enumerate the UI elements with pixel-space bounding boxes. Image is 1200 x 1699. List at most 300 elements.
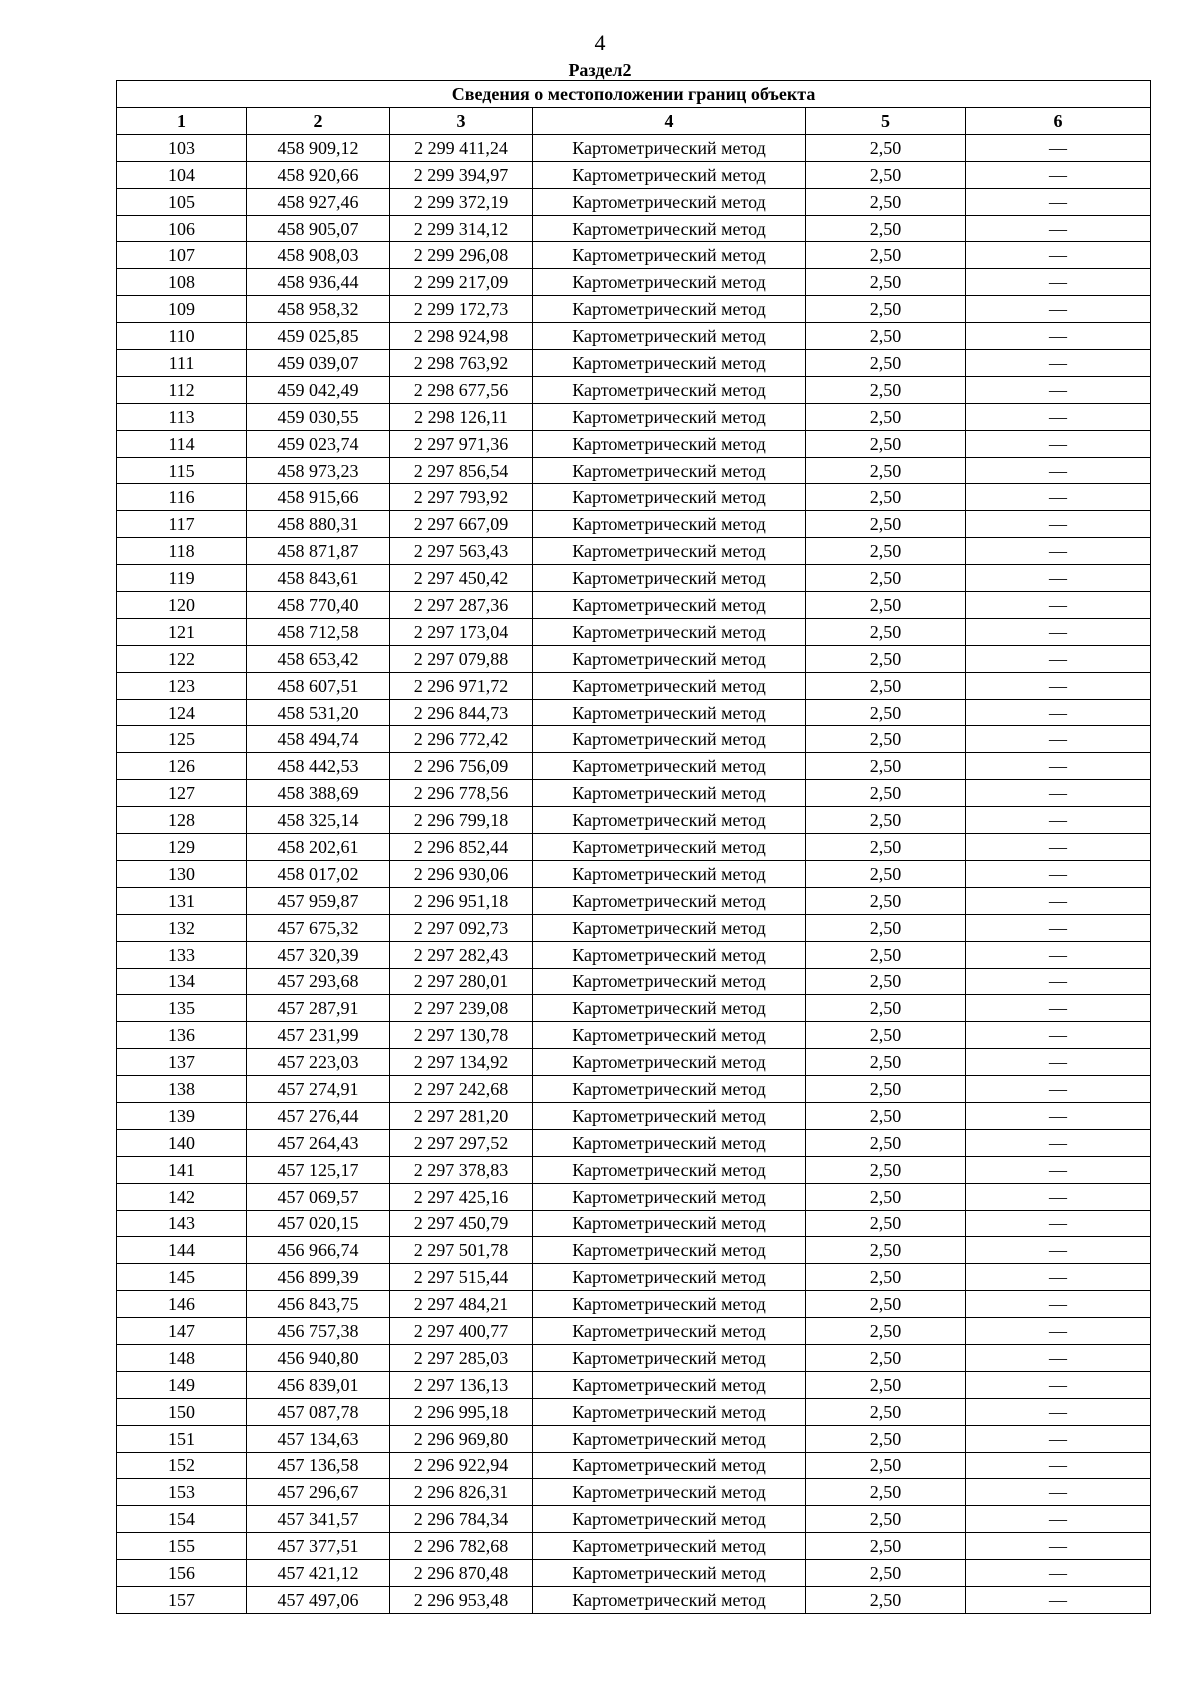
point-number-cell: 134 bbox=[117, 968, 247, 995]
x-coordinate-cell: 458 973,23 bbox=[247, 457, 390, 484]
method-cell: Картометрический метод bbox=[533, 1371, 806, 1398]
description-cell: — bbox=[966, 242, 1151, 269]
x-coordinate-cell: 456 843,75 bbox=[247, 1291, 390, 1318]
description-cell: — bbox=[966, 1210, 1151, 1237]
y-coordinate-cell: 2 299 172,73 bbox=[390, 296, 533, 323]
method-cell: Картометрический метод bbox=[533, 269, 806, 296]
method-cell: Картометрический метод bbox=[533, 672, 806, 699]
point-number-cell: 119 bbox=[117, 565, 247, 592]
x-coordinate-cell: 458 494,74 bbox=[247, 726, 390, 753]
x-coordinate-cell: 457 134,63 bbox=[247, 1425, 390, 1452]
point-number-cell: 114 bbox=[117, 430, 247, 457]
accuracy-cell: 2,50 bbox=[806, 1560, 966, 1587]
accuracy-cell: 2,50 bbox=[806, 887, 966, 914]
x-coordinate-cell: 458 920,66 bbox=[247, 161, 390, 188]
x-coordinate-cell: 457 675,32 bbox=[247, 914, 390, 941]
accuracy-cell: 2,50 bbox=[806, 1022, 966, 1049]
description-cell: — bbox=[966, 1318, 1151, 1345]
table-row bbox=[117, 1371, 1151, 1398]
y-coordinate-cell: 2 298 677,56 bbox=[390, 376, 533, 403]
table-row bbox=[117, 995, 1151, 1022]
x-coordinate-cell: 456 966,74 bbox=[247, 1237, 390, 1264]
point-number-cell: 138 bbox=[117, 1076, 247, 1103]
description-cell: — bbox=[966, 350, 1151, 377]
point-number-cell: 147 bbox=[117, 1318, 247, 1345]
point-number-cell: 121 bbox=[117, 618, 247, 645]
x-coordinate-cell: 458 607,51 bbox=[247, 672, 390, 699]
method-cell: Картометрический метод bbox=[533, 1129, 806, 1156]
description-cell: — bbox=[966, 323, 1151, 350]
point-number-cell: 133 bbox=[117, 941, 247, 968]
point-number-cell: 150 bbox=[117, 1398, 247, 1425]
x-coordinate-cell: 457 136,58 bbox=[247, 1452, 390, 1479]
x-coordinate-cell: 457 293,68 bbox=[247, 968, 390, 995]
point-number-cell: 135 bbox=[117, 995, 247, 1022]
table-row bbox=[117, 1022, 1151, 1049]
y-coordinate-cell: 2 296 799,18 bbox=[390, 807, 533, 834]
y-coordinate-cell: 2 297 793,92 bbox=[390, 484, 533, 511]
table-row bbox=[117, 1291, 1151, 1318]
method-cell: Картометрический метод bbox=[533, 914, 806, 941]
method-cell: Картометрический метод bbox=[533, 1076, 806, 1103]
description-cell: — bbox=[966, 484, 1151, 511]
description-cell: — bbox=[966, 860, 1151, 887]
description-cell: — bbox=[966, 1344, 1151, 1371]
y-coordinate-cell: 2 298 924,98 bbox=[390, 323, 533, 350]
accuracy-cell: 2,50 bbox=[806, 1237, 966, 1264]
accuracy-cell: 2,50 bbox=[806, 565, 966, 592]
table-row bbox=[117, 511, 1151, 538]
accuracy-cell: 2,50 bbox=[806, 1318, 966, 1345]
x-coordinate-cell: 456 899,39 bbox=[247, 1264, 390, 1291]
accuracy-cell: 2,50 bbox=[806, 296, 966, 323]
y-coordinate-cell: 2 297 450,79 bbox=[390, 1210, 533, 1237]
accuracy-cell: 2,50 bbox=[806, 376, 966, 403]
description-cell: — bbox=[966, 699, 1151, 726]
table-row bbox=[117, 215, 1151, 242]
y-coordinate-cell: 2 297 079,88 bbox=[390, 645, 533, 672]
point-number-cell: 152 bbox=[117, 1452, 247, 1479]
point-number-cell: 143 bbox=[117, 1210, 247, 1237]
table-row bbox=[117, 1076, 1151, 1103]
x-coordinate-cell: 459 025,85 bbox=[247, 323, 390, 350]
table-row bbox=[117, 1102, 1151, 1129]
point-number-cell: 157 bbox=[117, 1586, 247, 1613]
point-number-cell: 122 bbox=[117, 645, 247, 672]
accuracy-cell: 2,50 bbox=[806, 1425, 966, 1452]
description-cell: — bbox=[966, 1506, 1151, 1533]
table-row bbox=[117, 1210, 1151, 1237]
table-row bbox=[117, 1344, 1151, 1371]
y-coordinate-cell: 2 296 826,31 bbox=[390, 1479, 533, 1506]
table-row bbox=[117, 1506, 1151, 1533]
method-cell: Картометрический метод bbox=[533, 645, 806, 672]
description-cell: — bbox=[966, 269, 1151, 296]
y-coordinate-cell: 2 297 173,04 bbox=[390, 618, 533, 645]
point-number-cell: 124 bbox=[117, 699, 247, 726]
y-coordinate-cell: 2 297 484,21 bbox=[390, 1291, 533, 1318]
point-number-cell: 146 bbox=[117, 1291, 247, 1318]
table-row bbox=[117, 699, 1151, 726]
method-cell: Картометрический метод bbox=[533, 1102, 806, 1129]
description-cell: — bbox=[966, 1371, 1151, 1398]
y-coordinate-cell: 2 297 297,52 bbox=[390, 1129, 533, 1156]
x-coordinate-cell: 458 388,69 bbox=[247, 780, 390, 807]
method-cell: Картометрический метод bbox=[533, 941, 806, 968]
table-row bbox=[117, 807, 1151, 834]
method-cell: Картометрический метод bbox=[533, 1318, 806, 1345]
description-cell: — bbox=[966, 1183, 1151, 1210]
column-header: 4 bbox=[533, 108, 806, 135]
y-coordinate-cell: 2 297 971,36 bbox=[390, 430, 533, 457]
method-cell: Картометрический метод bbox=[533, 565, 806, 592]
accuracy-cell: 2,50 bbox=[806, 1398, 966, 1425]
point-number-cell: 142 bbox=[117, 1183, 247, 1210]
x-coordinate-cell: 458 531,20 bbox=[247, 699, 390, 726]
accuracy-cell: 2,50 bbox=[806, 1586, 966, 1613]
table-row bbox=[117, 1129, 1151, 1156]
accuracy-cell: 2,50 bbox=[806, 1183, 966, 1210]
point-number-cell: 149 bbox=[117, 1371, 247, 1398]
accuracy-cell: 2,50 bbox=[806, 1533, 966, 1560]
accuracy-cell: 2,50 bbox=[806, 188, 966, 215]
method-cell: Картометрический метод bbox=[533, 968, 806, 995]
method-cell: Картометрический метод bbox=[533, 1022, 806, 1049]
table-row bbox=[117, 914, 1151, 941]
point-number-cell: 107 bbox=[117, 242, 247, 269]
x-coordinate-cell: 457 341,57 bbox=[247, 1506, 390, 1533]
x-coordinate-cell: 458 871,87 bbox=[247, 538, 390, 565]
accuracy-cell: 2,50 bbox=[806, 834, 966, 861]
method-cell: Картометрический метод bbox=[533, 188, 806, 215]
accuracy-cell: 2,50 bbox=[806, 430, 966, 457]
description-cell: — bbox=[966, 188, 1151, 215]
accuracy-cell: 2,50 bbox=[806, 538, 966, 565]
point-number-cell: 126 bbox=[117, 753, 247, 780]
method-cell: Картометрический метод bbox=[533, 1560, 806, 1587]
accuracy-cell: 2,50 bbox=[806, 1049, 966, 1076]
y-coordinate-cell: 2 297 501,78 bbox=[390, 1237, 533, 1264]
point-number-cell: 106 bbox=[117, 215, 247, 242]
y-coordinate-cell: 2 299 372,19 bbox=[390, 188, 533, 215]
description-cell: — bbox=[966, 1237, 1151, 1264]
x-coordinate-cell: 457 320,39 bbox=[247, 941, 390, 968]
description-cell: — bbox=[966, 565, 1151, 592]
method-cell: Картометрический метод bbox=[533, 403, 806, 430]
accuracy-cell: 2,50 bbox=[806, 780, 966, 807]
table-row bbox=[117, 1425, 1151, 1452]
x-coordinate-cell: 457 296,67 bbox=[247, 1479, 390, 1506]
accuracy-cell: 2,50 bbox=[806, 995, 966, 1022]
description-cell: — bbox=[966, 1129, 1151, 1156]
point-number-cell: 109 bbox=[117, 296, 247, 323]
method-cell: Картометрический метод bbox=[533, 376, 806, 403]
method-cell: Картометрический метод bbox=[533, 484, 806, 511]
x-coordinate-cell: 459 023,74 bbox=[247, 430, 390, 457]
y-coordinate-cell: 2 296 953,48 bbox=[390, 1586, 533, 1613]
x-coordinate-cell: 458 712,58 bbox=[247, 618, 390, 645]
x-coordinate-cell: 458 770,40 bbox=[247, 592, 390, 619]
table-row bbox=[117, 242, 1151, 269]
description-cell: — bbox=[966, 968, 1151, 995]
table-row bbox=[117, 645, 1151, 672]
y-coordinate-cell: 2 296 772,42 bbox=[390, 726, 533, 753]
accuracy-cell: 2,50 bbox=[806, 592, 966, 619]
table-row bbox=[117, 1452, 1151, 1479]
point-number-cell: 116 bbox=[117, 484, 247, 511]
header-row bbox=[117, 108, 1151, 135]
point-number-cell: 132 bbox=[117, 914, 247, 941]
boundary-table bbox=[116, 80, 1151, 1614]
y-coordinate-cell: 2 296 951,18 bbox=[390, 887, 533, 914]
point-number-cell: 155 bbox=[117, 1533, 247, 1560]
description-cell: — bbox=[966, 618, 1151, 645]
accuracy-cell: 2,50 bbox=[806, 1076, 966, 1103]
point-number-cell: 153 bbox=[117, 1479, 247, 1506]
point-number-cell: 140 bbox=[117, 1129, 247, 1156]
description-cell: — bbox=[966, 161, 1151, 188]
x-coordinate-cell: 457 223,03 bbox=[247, 1049, 390, 1076]
method-cell: Картометрический метод bbox=[533, 538, 806, 565]
point-number-cell: 131 bbox=[117, 887, 247, 914]
table-row bbox=[117, 753, 1151, 780]
description-cell: — bbox=[966, 1102, 1151, 1129]
y-coordinate-cell: 2 296 784,34 bbox=[390, 1506, 533, 1533]
accuracy-cell: 2,50 bbox=[806, 1452, 966, 1479]
description-cell: — bbox=[966, 511, 1151, 538]
description-cell: — bbox=[966, 914, 1151, 941]
y-coordinate-cell: 2 298 763,92 bbox=[390, 350, 533, 377]
accuracy-cell: 2,50 bbox=[806, 457, 966, 484]
y-coordinate-cell: 2 296 969,80 bbox=[390, 1425, 533, 1452]
accuracy-cell: 2,50 bbox=[806, 1156, 966, 1183]
description-cell: — bbox=[966, 376, 1151, 403]
column-header: 1 bbox=[117, 108, 247, 135]
x-coordinate-cell: 456 940,80 bbox=[247, 1344, 390, 1371]
description-cell: — bbox=[966, 1022, 1151, 1049]
table-row bbox=[117, 887, 1151, 914]
y-coordinate-cell: 2 296 995,18 bbox=[390, 1398, 533, 1425]
method-cell: Картометрический метод bbox=[533, 1398, 806, 1425]
description-cell: — bbox=[966, 807, 1151, 834]
y-coordinate-cell: 2 297 425,16 bbox=[390, 1183, 533, 1210]
point-number-cell: 108 bbox=[117, 269, 247, 296]
accuracy-cell: 2,50 bbox=[806, 1291, 966, 1318]
y-coordinate-cell: 2 299 411,24 bbox=[390, 134, 533, 161]
method-cell: Картометрический метод bbox=[533, 1479, 806, 1506]
table-row bbox=[117, 1183, 1151, 1210]
x-coordinate-cell: 459 030,55 bbox=[247, 403, 390, 430]
table-row bbox=[117, 457, 1151, 484]
x-coordinate-cell: 458 880,31 bbox=[247, 511, 390, 538]
method-cell: Картометрический метод bbox=[533, 161, 806, 188]
y-coordinate-cell: 2 297 400,77 bbox=[390, 1318, 533, 1345]
point-number-cell: 141 bbox=[117, 1156, 247, 1183]
accuracy-cell: 2,50 bbox=[806, 269, 966, 296]
accuracy-cell: 2,50 bbox=[806, 1479, 966, 1506]
column-header: 2 bbox=[247, 108, 390, 135]
point-number-cell: 137 bbox=[117, 1049, 247, 1076]
accuracy-cell: 2,50 bbox=[806, 672, 966, 699]
accuracy-cell: 2,50 bbox=[806, 242, 966, 269]
accuracy-cell: 2,50 bbox=[806, 618, 966, 645]
method-cell: Картометрический метод bbox=[533, 1586, 806, 1613]
accuracy-cell: 2,50 bbox=[806, 1210, 966, 1237]
accuracy-cell: 2,50 bbox=[806, 484, 966, 511]
accuracy-cell: 2,50 bbox=[806, 1506, 966, 1533]
accuracy-cell: 2,50 bbox=[806, 699, 966, 726]
y-coordinate-cell: 2 297 856,54 bbox=[390, 457, 533, 484]
point-number-cell: 118 bbox=[117, 538, 247, 565]
description-cell: — bbox=[966, 887, 1151, 914]
description-cell: — bbox=[966, 645, 1151, 672]
description-cell: — bbox=[966, 1264, 1151, 1291]
method-cell: Картометрический метод bbox=[533, 592, 806, 619]
table-row bbox=[117, 1533, 1151, 1560]
point-number-cell: 113 bbox=[117, 403, 247, 430]
y-coordinate-cell: 2 298 126,11 bbox=[390, 403, 533, 430]
description-cell: — bbox=[966, 296, 1151, 323]
method-cell: Картометрический метод bbox=[533, 1506, 806, 1533]
method-cell: Картометрический метод bbox=[533, 1291, 806, 1318]
description-cell: — bbox=[966, 1425, 1151, 1452]
table-row bbox=[117, 1560, 1151, 1587]
y-coordinate-cell: 2 297 136,13 bbox=[390, 1371, 533, 1398]
y-coordinate-cell: 2 297 378,83 bbox=[390, 1156, 533, 1183]
point-number-cell: 117 bbox=[117, 511, 247, 538]
description-cell: — bbox=[966, 1560, 1151, 1587]
table-row bbox=[117, 1479, 1151, 1506]
table-row bbox=[117, 188, 1151, 215]
table-row bbox=[117, 565, 1151, 592]
x-coordinate-cell: 457 377,51 bbox=[247, 1533, 390, 1560]
method-cell: Картометрический метод bbox=[533, 350, 806, 377]
method-cell: Картометрический метод bbox=[533, 323, 806, 350]
method-cell: Картометрический метод bbox=[533, 1049, 806, 1076]
y-coordinate-cell: 2 296 844,73 bbox=[390, 699, 533, 726]
table-row bbox=[117, 134, 1151, 161]
accuracy-cell: 2,50 bbox=[806, 1371, 966, 1398]
y-coordinate-cell: 2 297 667,09 bbox=[390, 511, 533, 538]
description-cell: — bbox=[966, 215, 1151, 242]
accuracy-cell: 2,50 bbox=[806, 860, 966, 887]
description-cell: — bbox=[966, 995, 1151, 1022]
x-coordinate-cell: 457 087,78 bbox=[247, 1398, 390, 1425]
method-cell: Картометрический метод bbox=[533, 726, 806, 753]
method-cell: Картометрический метод bbox=[533, 618, 806, 645]
x-coordinate-cell: 457 020,15 bbox=[247, 1210, 390, 1237]
point-number-cell: 156 bbox=[117, 1560, 247, 1587]
accuracy-cell: 2,50 bbox=[806, 1129, 966, 1156]
table-row bbox=[117, 430, 1151, 457]
x-coordinate-cell: 456 757,38 bbox=[247, 1318, 390, 1345]
description-cell: — bbox=[966, 1398, 1151, 1425]
description-cell: — bbox=[966, 134, 1151, 161]
table-row bbox=[117, 538, 1151, 565]
method-cell: Картометрический метод bbox=[533, 1237, 806, 1264]
point-number-cell: 123 bbox=[117, 672, 247, 699]
x-coordinate-cell: 457 421,12 bbox=[247, 1560, 390, 1587]
x-coordinate-cell: 458 843,61 bbox=[247, 565, 390, 592]
page-number: 4 bbox=[594, 30, 606, 55]
table-row bbox=[117, 1264, 1151, 1291]
y-coordinate-cell: 2 296 971,72 bbox=[390, 672, 533, 699]
y-coordinate-cell: 2 297 281,20 bbox=[390, 1102, 533, 1129]
table-row bbox=[117, 1049, 1151, 1076]
method-cell: Картометрический метод bbox=[533, 807, 806, 834]
x-coordinate-cell: 457 231,99 bbox=[247, 1022, 390, 1049]
description-cell: — bbox=[966, 1049, 1151, 1076]
x-coordinate-cell: 459 039,07 bbox=[247, 350, 390, 377]
table-row bbox=[117, 968, 1151, 995]
table-row bbox=[117, 780, 1151, 807]
table-row bbox=[117, 1156, 1151, 1183]
method-cell: Картометрический метод bbox=[533, 215, 806, 242]
point-number-cell: 128 bbox=[117, 807, 247, 834]
point-number-cell: 111 bbox=[117, 350, 247, 377]
description-cell: — bbox=[966, 1156, 1151, 1183]
description-cell: — bbox=[966, 1291, 1151, 1318]
point-number-cell: 112 bbox=[117, 376, 247, 403]
x-coordinate-cell: 458 442,53 bbox=[247, 753, 390, 780]
method-cell: Картометрический метод bbox=[533, 834, 806, 861]
accuracy-cell: 2,50 bbox=[806, 403, 966, 430]
x-coordinate-cell: 459 042,49 bbox=[247, 376, 390, 403]
table-row bbox=[117, 860, 1151, 887]
accuracy-cell: 2,50 bbox=[806, 726, 966, 753]
y-coordinate-cell: 2 296 930,06 bbox=[390, 860, 533, 887]
table-row bbox=[117, 484, 1151, 511]
method-cell: Картометрический метод bbox=[533, 134, 806, 161]
y-coordinate-cell: 2 296 778,56 bbox=[390, 780, 533, 807]
table-row bbox=[117, 350, 1151, 377]
point-number-cell: 136 bbox=[117, 1022, 247, 1049]
table-row bbox=[117, 726, 1151, 753]
description-cell: — bbox=[966, 430, 1151, 457]
method-cell: Картометрический метод bbox=[533, 242, 806, 269]
table-row bbox=[117, 1586, 1151, 1613]
x-coordinate-cell: 458 905,07 bbox=[247, 215, 390, 242]
method-cell: Картометрический метод bbox=[533, 457, 806, 484]
point-number-cell: 105 bbox=[117, 188, 247, 215]
accuracy-cell: 2,50 bbox=[806, 941, 966, 968]
point-number-cell: 127 bbox=[117, 780, 247, 807]
table-row bbox=[117, 941, 1151, 968]
description-cell: — bbox=[966, 403, 1151, 430]
y-coordinate-cell: 2 299 296,08 bbox=[390, 242, 533, 269]
accuracy-cell: 2,50 bbox=[806, 968, 966, 995]
point-number-cell: 151 bbox=[117, 1425, 247, 1452]
accuracy-cell: 2,50 bbox=[806, 914, 966, 941]
x-coordinate-cell: 457 125,17 bbox=[247, 1156, 390, 1183]
y-coordinate-cell: 2 297 134,92 bbox=[390, 1049, 533, 1076]
y-coordinate-cell: 2 297 282,43 bbox=[390, 941, 533, 968]
x-coordinate-cell: 457 274,91 bbox=[247, 1076, 390, 1103]
accuracy-cell: 2,50 bbox=[806, 1264, 966, 1291]
point-number-cell: 104 bbox=[117, 161, 247, 188]
point-number-cell: 148 bbox=[117, 1344, 247, 1371]
method-cell: Картометрический метод bbox=[533, 1533, 806, 1560]
y-coordinate-cell: 2 297 242,68 bbox=[390, 1076, 533, 1103]
table-row bbox=[117, 592, 1151, 619]
method-cell: Картометрический метод bbox=[533, 511, 806, 538]
x-coordinate-cell: 458 908,03 bbox=[247, 242, 390, 269]
accuracy-cell: 2,50 bbox=[806, 645, 966, 672]
accuracy-cell: 2,50 bbox=[806, 753, 966, 780]
method-cell: Картометрический метод bbox=[533, 1210, 806, 1237]
method-cell: Картометрический метод bbox=[533, 296, 806, 323]
point-number-cell: 103 bbox=[117, 134, 247, 161]
